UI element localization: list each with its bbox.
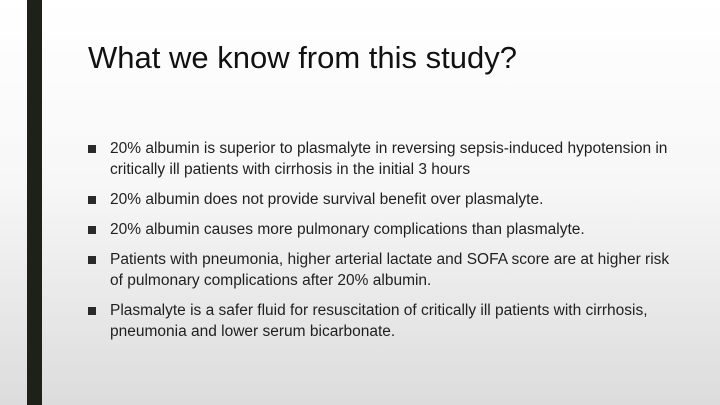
list-item [84, 219, 684, 240]
square-bullet-icon [88, 307, 96, 315]
bullet-text: 20% albumin does not provide survival benefit over plasmalyte. [110, 191, 544, 208]
square-bullet-icon [88, 256, 96, 264]
bullet-text: 20% albumin causes more pulmonary complications than plasmalyte. [110, 221, 585, 238]
square-bullet-icon [88, 145, 96, 153]
bullet-list [84, 138, 684, 351]
list-item [84, 300, 684, 342]
bullet-text: Plasmalyte is a safer fluid for resuscitation of critically ill patients with cirrhosis, pneumonia and lower serum bicarbonate. [110, 302, 648, 340]
slide-title: What we know from this study? [88, 40, 517, 75]
bullet-text: Patients with pneumonia, higher arterial lactate and SOFA score are at higher risk of pulmonary complications after 20% albumin. [110, 251, 670, 289]
left-accent-bar [27, 0, 42, 405]
bullet-text: 20% albumin is superior to plasmalyte in reversing sepsis-induced hypotension in critically ill patients with cirrhosis in the initial 3 hours [110, 140, 668, 178]
list-item [84, 249, 684, 291]
list-item [84, 189, 684, 210]
square-bullet-icon [88, 226, 96, 234]
list-item [84, 138, 684, 180]
square-bullet-icon [88, 196, 96, 204]
